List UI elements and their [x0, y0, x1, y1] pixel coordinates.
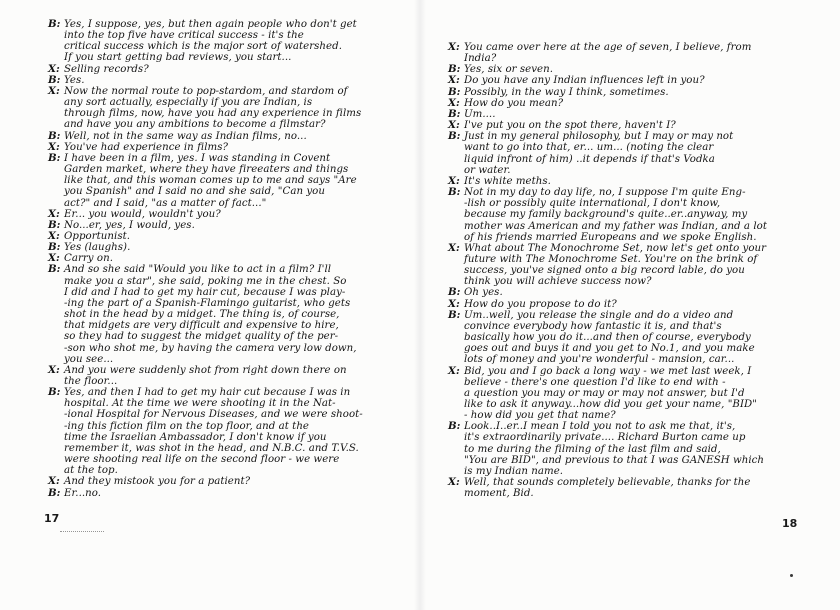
dialogue-turn — [448, 421, 814, 477]
ink-speck — [790, 574, 793, 577]
fine-print-mark — [60, 531, 104, 536]
speech-text: I've put you on the spot there, haven't I? — [464, 120, 676, 132]
page-number-right: 18 — [782, 517, 798, 530]
speech-text: How do you mean? — [464, 97, 564, 109]
speaker-label: X: — [48, 363, 60, 376]
dialogue-turn — [48, 209, 408, 220]
speech-text: No...er, yes, I would, yes. — [64, 219, 195, 231]
speech-text: Just in my general philosophy, but I may or may not want to go into that, er... um... (noting the clear liquid infront of him) ..it depends if that's Vodka or water. — [464, 131, 734, 176]
speaker-label: B: — [448, 63, 461, 76]
speech-text: Er...no. — [64, 487, 102, 499]
speaker-label: X: — [48, 84, 60, 97]
dialogue-turn — [48, 264, 408, 364]
dialogue-turn — [448, 42, 814, 64]
speech-text: Well, that sounds completely believable, thanks for the moment, Bid. — [464, 477, 751, 500]
speech-text: Look..I..er..I mean I told you not to ask me that, it's, it's extraordinarily private.... Richard Burton came up to me during the filming of the last film and said, "You are BID", and previous to that I was GANESH which is my Indian name. — [464, 421, 765, 477]
speaker-label: X: — [48, 62, 60, 75]
speaker-label: X: — [448, 119, 460, 132]
speech-text: Bid, you and I go back a long way - we met last week, I believe - there's one question I'd like to end with - a question you may or may or may not answer, but I'd like to ask it anyway...how did you get your name, "BID" - how did you get that name? — [464, 365, 757, 422]
dialogue-turn — [448, 98, 814, 109]
speaker-label: X: — [448, 241, 460, 254]
speech-text: And they mistook you for a patient? — [64, 476, 251, 488]
speech-text: Well, not in the same way as Indian films, no... — [64, 130, 307, 142]
speaker-label: X: — [448, 476, 460, 489]
right-page — [420, 0, 840, 610]
speech-text: Do you have any Indian influences left in you? — [464, 75, 705, 87]
speech-text: You came over here at the age of seven, I believe, from India? — [464, 42, 752, 65]
dialogue-turn — [48, 253, 408, 264]
speaker-label: B: — [448, 420, 461, 433]
speech-text: Oh yes. — [464, 287, 503, 299]
speaker-label: B: — [448, 130, 461, 143]
speech-text: Um.... — [464, 108, 496, 120]
dialogue-turn — [448, 243, 814, 288]
dialogue-turn — [48, 153, 408, 209]
speaker-label: X: — [448, 96, 460, 109]
dialogue-turn — [48, 242, 408, 253]
speaker-label: B: — [48, 151, 61, 164]
speaker-label: B: — [48, 263, 61, 276]
speech-text: Now the normal route to pop-stardom, and stardom of any sort actually, especially if you are Indian, is through films, now, have you had any experience in films and have you any ambitions to become a filmstar? — [64, 85, 362, 131]
speech-text: Opportunist. — [64, 230, 131, 242]
dialogue-turn — [448, 131, 814, 176]
dialogue-turn — [448, 287, 814, 298]
speech-text: How do you propose to do it? — [464, 298, 617, 310]
page-number-left: 17 — [44, 512, 60, 525]
speaker-label: B: — [48, 486, 61, 499]
speaker-label: X: — [448, 41, 460, 53]
dialogue-turn — [48, 365, 408, 387]
speech-text: Possibly, in the way I think, sometimes. — [464, 86, 669, 98]
speaker-label: X: — [48, 140, 60, 153]
dialogue-turn — [48, 131, 408, 142]
speaker-label: B: — [448, 186, 461, 199]
dialogue-turn — [448, 366, 814, 422]
dialogue-turn — [48, 220, 408, 231]
speech-text: Carry on. — [64, 253, 113, 265]
speech-text: Not in my day to day life, no, I suppose I'm quite Eng- -lish or possibly quite international, I don't know, because my family background's quite..er..anyway, my mother was American and my father was Indian, and a lot of his friends married Europeans and we spoke English. — [464, 187, 767, 243]
speaker-label: X: — [448, 174, 460, 187]
dialogue-turn — [48, 476, 408, 487]
speech-text: Yes. — [64, 74, 85, 86]
speaker-label: B: — [448, 107, 461, 120]
speech-text: Um..well, you release the single and do a video and convince everybody how fantastic it is, and that's basically how you do it...and then of course, everybody goes out and buys it and you get to No.1, and you make lots of money and you're wonderful - mansion, car... — [464, 309, 755, 366]
speaker-label: B: — [448, 286, 461, 299]
interview-transcript-right — [448, 42, 814, 499]
speaker-label: X: — [448, 297, 460, 310]
dialogue-turn — [48, 86, 408, 131]
speaker-label: X: — [48, 252, 60, 265]
speech-text: And so she said "Would you like to act in a film? I'll make you a star", she said, poking me in the chest. So I did and I had to get my hair cut, because I was play- -ing the part of a Spanish-Flamingo guitarist, who gets shot in the head by a midget. The thing is, of course, that midgets are very difficult and expensive to hire, so they had to suggest the midget quality of the per- -son who shot me, by having the camera very low down, you see... — [64, 264, 357, 365]
speaker-label: B: — [48, 218, 61, 231]
speech-text: I have been in a film, yes. I was standing in Covent Garden market, where they have fireeaters and things like that, and this woman comes up to me and says "Are you Spanish" and I said no and she said, "Can you act?" and I said, "as a matter of fact..." — [64, 152, 357, 209]
speech-text: Selling records? — [64, 63, 149, 75]
dialogue-turn — [448, 477, 814, 499]
dialogue-turn — [48, 142, 408, 153]
speaker-label: B: — [48, 129, 61, 142]
dialogue-turn — [448, 120, 814, 131]
speech-text: Yes, and then I had to get my hair cut because I was in hospital. At the time we were shooting it in the Nat- -ional Hospital for Nervous Diseases, and we were shoot- -ing this fiction film on the top floor, and at the time the Israelian Ambassador, I don't know if you remember it, was shot in the head, and N.B.C. and T.V.S. were shooting real life on the second floor - we were at the top. — [64, 387, 363, 477]
speaker-label: X: — [48, 229, 60, 242]
speaker-label: X: — [48, 475, 60, 488]
dialogue-turn — [448, 75, 814, 86]
dialogue-turn — [448, 64, 814, 75]
speaker-label: X: — [48, 207, 60, 220]
dialogue-turn — [48, 387, 408, 476]
speaker-label: B: — [48, 18, 61, 30]
speaker-label: B: — [48, 73, 61, 86]
speech-text: What about The Monochrome Set, now let's get onto your future with The Monochrome Set. You're on the brink of success, you've signed onto a big record lable, do you think you will achieve success now? — [464, 242, 767, 288]
speaker-label: B: — [48, 386, 61, 399]
speaker-label: B: — [448, 85, 461, 98]
speech-text: Yes, I suppose, yes, but then again people who don't get into the top five have critical success - it's the critical success which is the major sort of watershed. If you start getting bad reviews, you start... — [64, 19, 357, 64]
dialogue-turn — [448, 87, 814, 98]
dialogue-turn — [448, 310, 814, 366]
dialogue-turn — [48, 75, 408, 86]
speaker-label: X: — [448, 364, 460, 377]
speech-text: You've had experience in films? — [64, 141, 229, 153]
dialogue-turn — [448, 109, 814, 120]
speaker-label: B: — [448, 308, 461, 321]
speech-text: Er... you would, wouldn't you? — [64, 208, 221, 220]
dialogue-turn — [48, 19, 408, 64]
dialogue-turn — [48, 488, 408, 499]
speech-text: Yes (laughs). — [64, 242, 131, 254]
dialogue-turn — [448, 187, 814, 243]
speaker-label: B: — [48, 241, 61, 254]
speaker-label: X: — [448, 74, 460, 87]
dialogue-turn — [448, 176, 814, 187]
speech-text: And you were suddenly shot from right down there on the floor... — [64, 364, 347, 387]
interview-transcript-left — [48, 19, 408, 499]
dialogue-turn — [448, 299, 814, 310]
dialogue-turn — [48, 231, 408, 242]
speech-text: Yes, six or seven. — [464, 64, 554, 76]
speech-text: It's white meths. — [464, 175, 551, 187]
dialogue-turn — [48, 64, 408, 75]
